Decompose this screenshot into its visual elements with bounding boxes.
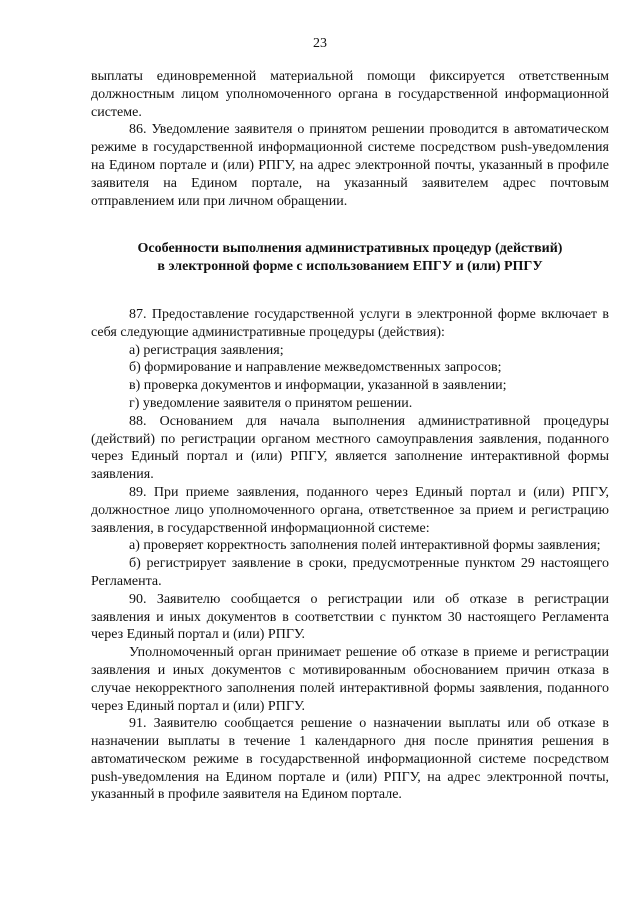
paragraph-89: 89. При приеме заявления, поданного через Единый портал и (или) РПГУ, должностное лицо уполномоченного органа, ответственное за прием и регистрацию заявления, в государственной информационной системе: [91, 484, 609, 536]
paragraph-86: 86. Уведомление заявителя о принятом решении проводится в автоматическом режиме в государственной информационной системе посредством push-уведомления на Едином портале и (или) РПГУ, на адрес электронной почты, указанный в профиле заявителя на Едином портале, на указанный заявителем адрес почтовым отправлением или при личном обращении. [91, 122, 609, 209]
paragraph-88: 88. Основанием для начала выполнения административной процедуры (действий) по регистрации органом местного самоуправления заявления, поданного через Единый портал и (или) РПГУ, является заполнение интерактивной формы заявления. [91, 413, 609, 483]
document-body [91, 68, 609, 804]
paragraph: выплаты единовременной материальной помощи фиксируется ответственным должностным лицом уполномоченного органа в государственной информационной системе. [91, 69, 609, 120]
section-heading-line: в электронной форме с использованием ЕПГУ и (или) РПГУ [157, 259, 543, 275]
page-number: 23 [313, 36, 327, 51]
list-item: в) проверка документов и информации, указанной в заявлении; [129, 378, 507, 394]
paragraph-91: 91. Заявителю сообщается решение о назначении выплаты или об отказе в назначении выплаты в течение 1 календарного дня после принятия решения в автоматическом режиме в государственной информационной системе посредством push-уведомления на Едином портале и (или) РПГУ, на адрес электронной почты, указанный в профиле заявителя на Едином портале. [91, 716, 609, 803]
paragraph-89-a: а) проверяет корректность заполнения полей интерактивной формы заявления; [129, 538, 601, 554]
paragraph-87: 87. Предоставление государственной услуги в электронной форме включает в себя следующие административные процедуры (действия): [91, 306, 609, 340]
section-heading [91, 240, 609, 276]
list-item: а) регистрация заявления; [129, 342, 284, 358]
list-item: г) уведомление заявителя о принятом решении. [129, 395, 413, 411]
paragraph-90: 90. Заявителю сообщается о регистрации или об отказе в регистрации заявления и иных документов в соответствии с пунктом 30 настоящего Регламента через Единый портал и (или) РПГУ. [91, 591, 609, 643]
list-item: б) формирование и направление межведомственных запросов; [129, 360, 502, 376]
paragraph-89-b: б) регистрирует заявление в сроки, предусмотренные пунктом 29 настоящего Регламента. [91, 556, 609, 589]
section-heading-line: Особенности выполнения административных процедур (действий) [137, 241, 563, 257]
paragraph-refusal: Уполномоченный орган принимает решение об отказе в приеме и регистрации заявления и иных документов с мотивированным обоснованием причин отказа в случае некорректного заполнения полей интерактивной формы заявления, поданного через Единый портал и (или) РПГУ. [91, 645, 609, 714]
